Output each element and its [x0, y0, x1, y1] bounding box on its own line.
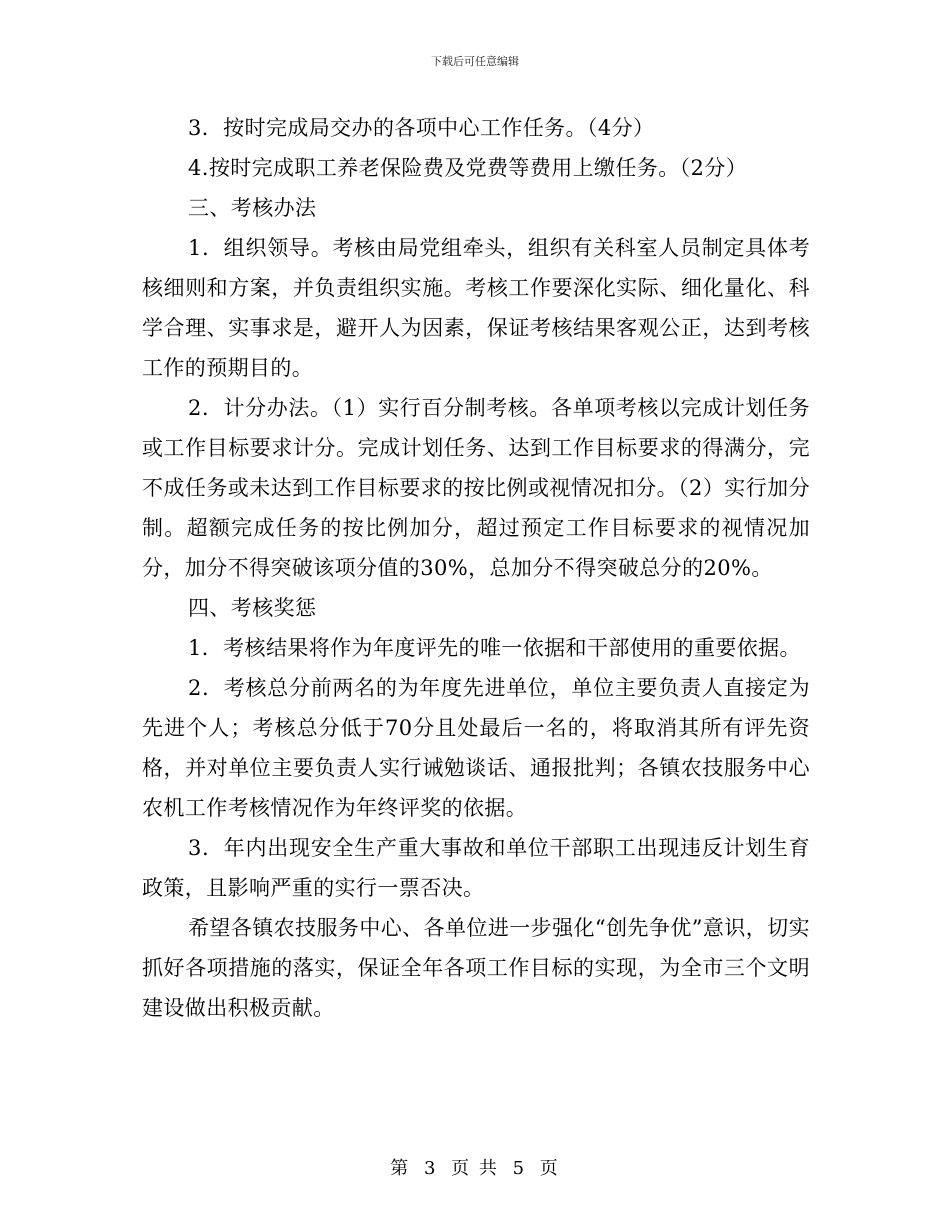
body-paragraph: 1．组织领导。考核由局党组牵头，组织有关科室人员制定具体考核细则和方案，并负责组织实施。考核工作要深化实际、细化量化、科学合理、实事求是，避开人为因素，保证考核结果客观公正，达到考核工作的预期目的。 [142, 236, 810, 380]
closing-paragraph: 希望各镇农技服务中心、各单位进一步强化“创先争优”意识，切实抓好各项措施的落实，保证全年各项工作目标的实现，为全市三个文明建设做出积极贡献。 [142, 916, 810, 1020]
body-paragraph: 1．考核结果将作为年度评先的唯一依据和干部使用的重要依据。 [188, 636, 801, 660]
body-paragraph: 3．按时完成局交办的各项中心工作任务。（4分） [188, 116, 655, 140]
page-mid: 页 共 [451, 1158, 499, 1179]
section-heading: 三、考核办法 [188, 196, 317, 220]
section-heading: 四、考核奖惩 [188, 596, 317, 620]
page-prefix: 第 [390, 1158, 411, 1179]
page-number-footer [0, 1154, 950, 1180]
total-pages-number: 5 [512, 1158, 527, 1179]
current-page-number: 3 [423, 1158, 438, 1179]
page-header-note: 下载后可任意编辑 [431, 55, 519, 68]
body-paragraph: 2．计分办法。（1）实行百分制考核。各单项考核以完成计划任务或工作目标要求计分。完成计划任务、达到工作目标要求的得满分，完不成任务或未达到工作目标要求的按比例或视情况扣分。（2）实行加分制。超额完成任务的按比例加分，超过预定工作目标要求的视情况加分，加分不得突破该项分值的30%，总加分不得突破总分的20%。 [142, 396, 810, 580]
body-paragraph: 2．考核总分前两名的为年度先进单位，单位主要负责人直接定为先进个人；考核总分低于70分且处最后一名的，将取消其所有评先资格，并对单位主要负责人实行诫勉谈话、通报批判；各镇农技服务中心农机工作考核情况作为年终评奖的依据。 [142, 676, 810, 820]
body-paragraph: 4.按时完成职工养老保险费及党费等费用上缴任务。（2分） [188, 156, 748, 180]
document-body [142, 108, 810, 1028]
page-suffix: 页 [539, 1158, 560, 1179]
body-paragraph: 3．年内出现安全生产重大事故和单位干部职工出现违反计划生育政策，且影响严重的实行一票否决。 [142, 836, 810, 900]
